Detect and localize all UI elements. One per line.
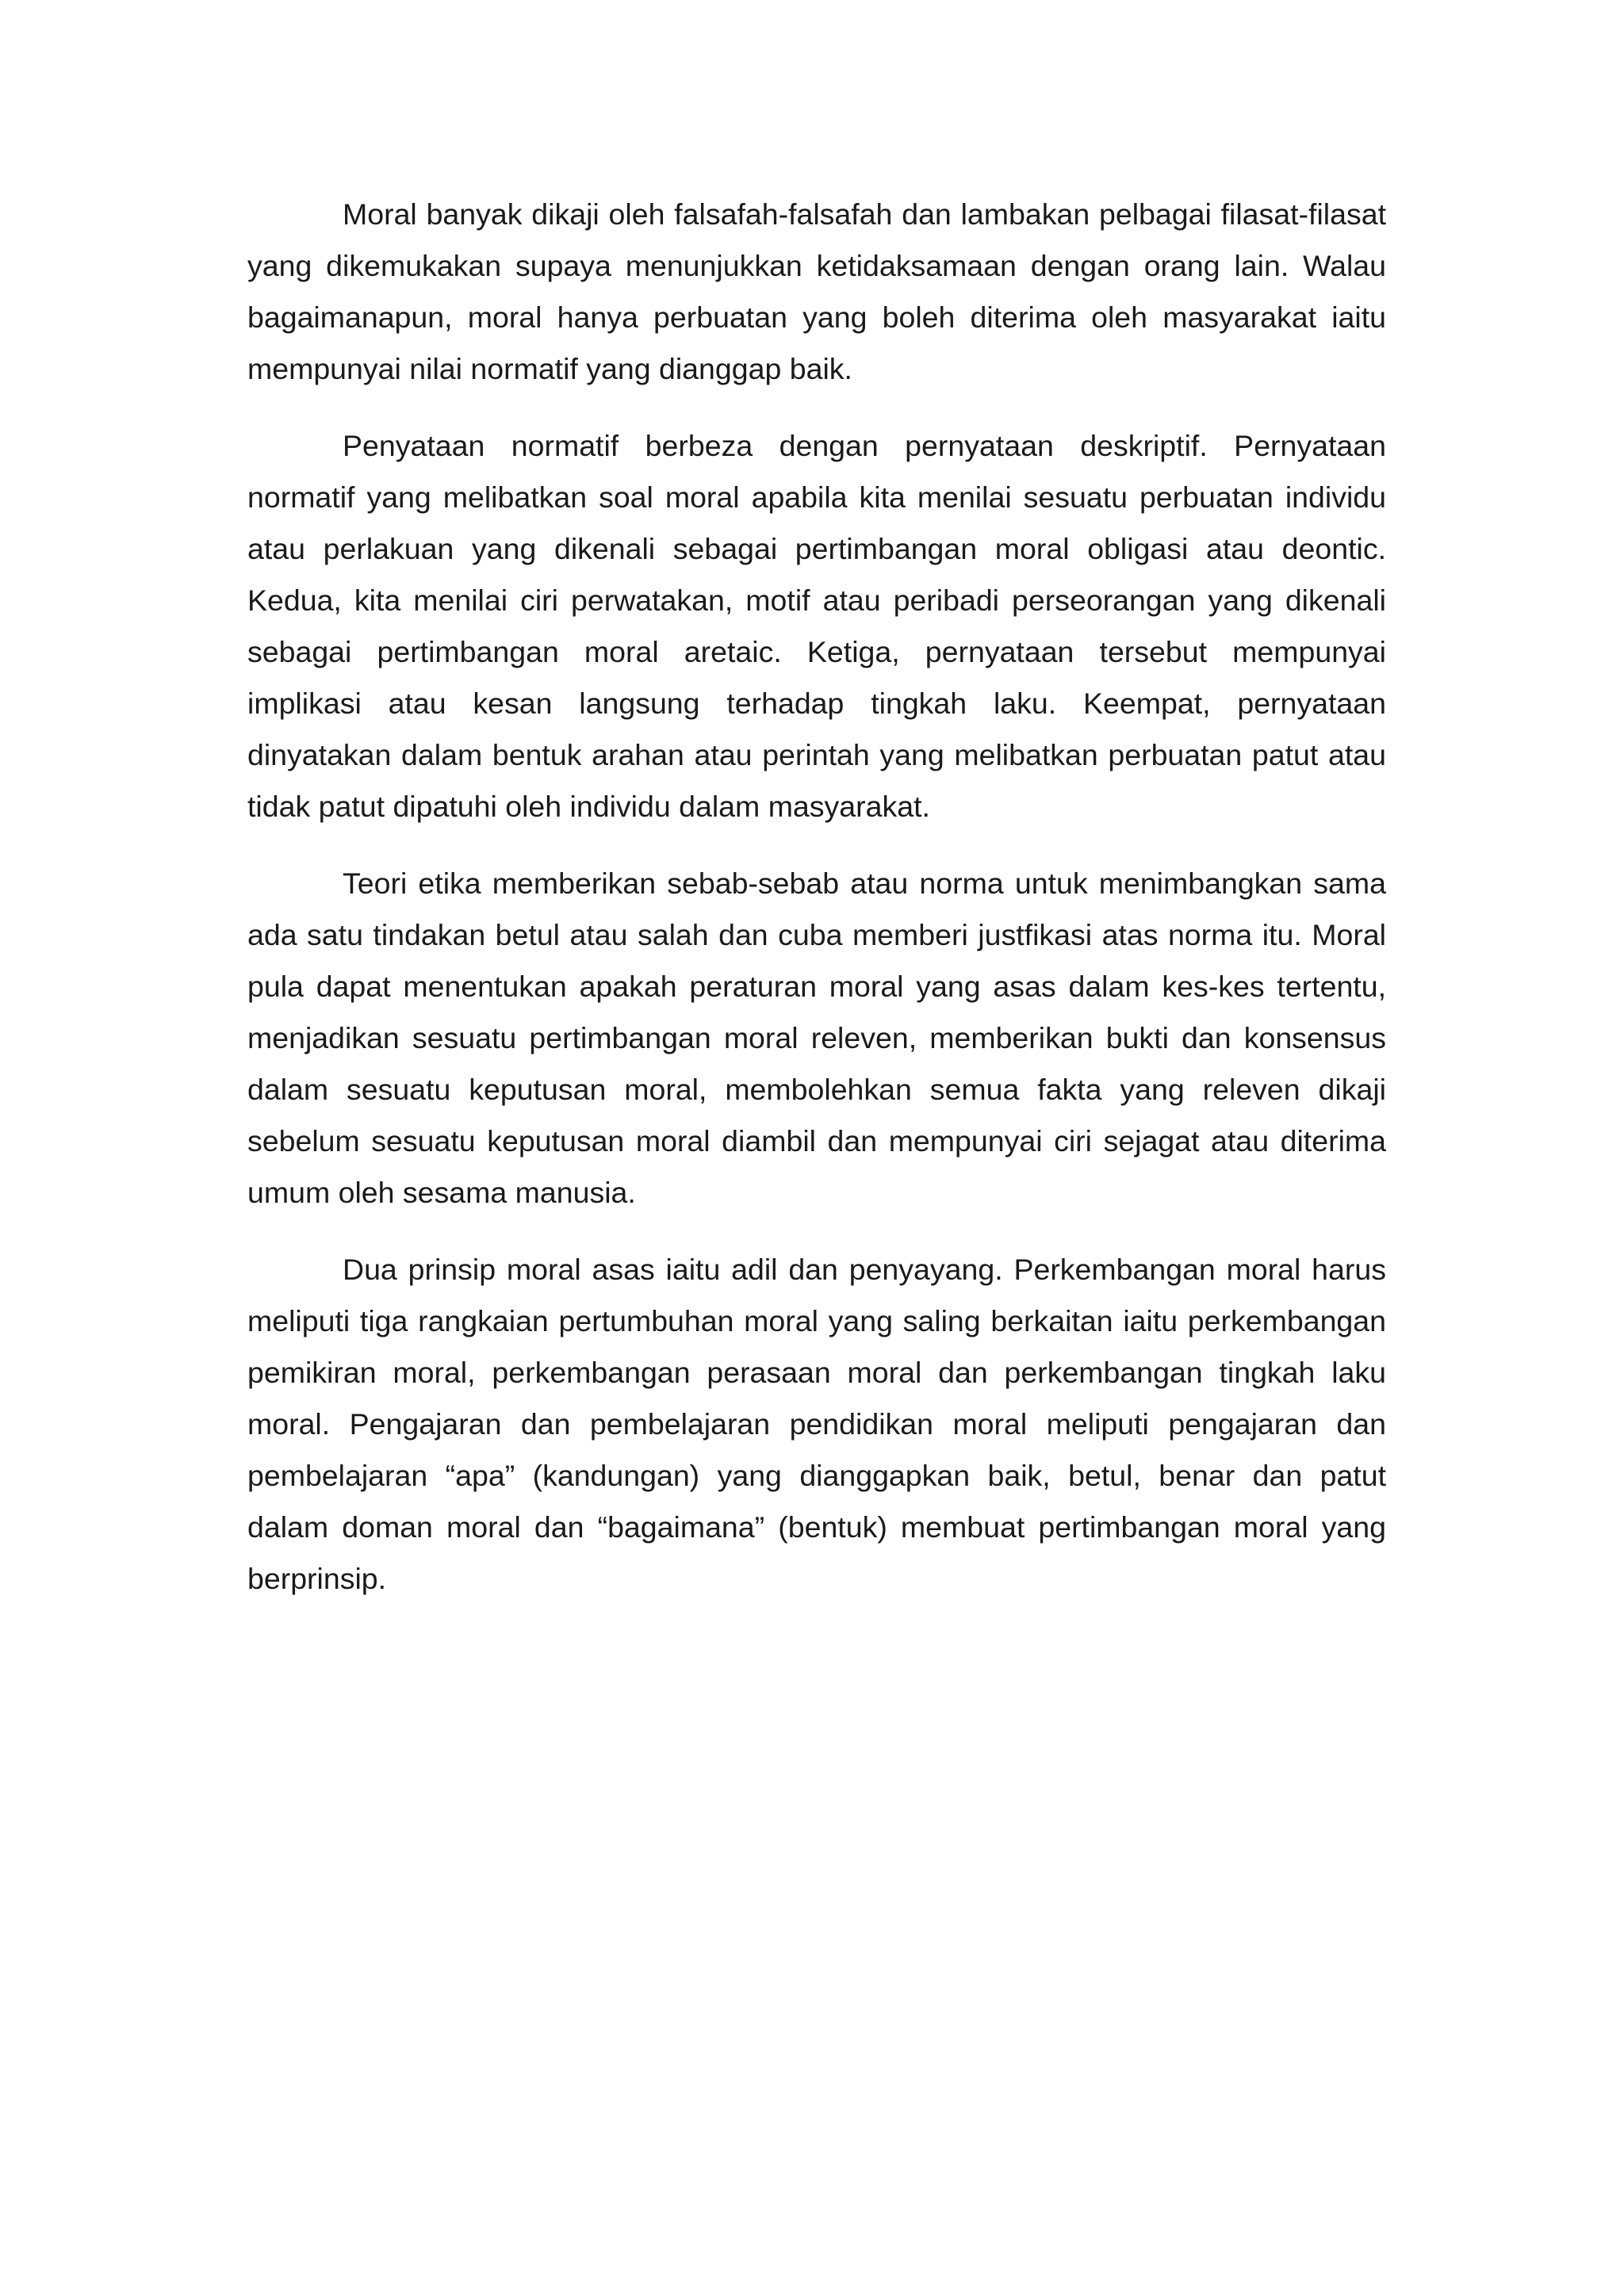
- paragraph-1: Moral banyak dikaji oleh falsafah-falsafah dan lambakan pelbagai filasat-filasat yang dikemukakan supaya menunjukkan ketidaksamaan dengan orang lain. Walau bagaimanapun, moral hanya perbuatan yang boleh diterima oleh masyarakat iaitu mempunyai nilai normatif yang dianggap baik.: [247, 197, 1386, 385]
- paragraph-2: Penyataan normatif berbeza dengan pernyataan deskriptif. Pernyataan normatif yang melibatkan soal moral apabila kita menilai sesuatu perbuatan individu atau perlakuan yang dikenali sebagai pertimbangan moral obligasi atau deontic. Kedua, kita menilai ciri perwatakan, motif atau peribadi perseorangan yang dikenali sebagai pertimbangan moral aretaic. Ketiga, pernyataan tersebut mempunyai implikasi atau kesan langsung terhadap tingkah laku. Keempat, pernyataan dinyatakan dalam bentuk arahan atau perintah yang melibatkan perbuatan patut atau tidak patut dipatuhi oleh individu dalam masyarakat.: [247, 429, 1386, 823]
- paragraph-3: Teori etika memberikan sebab-sebab atau norma untuk menimbangkan sama ada satu tindakan betul atau salah dan cuba memberi justfikasi atas norma itu. Moral pula dapat menentukan apakah peraturan moral yang asas dalam kes-kes tertentu, menjadikan sesuatu pertimbangan moral releven, memberikan bukti dan konsensus dalam sesuatu keputusan moral, membolehkan semua fakta yang releven dikaji sebelum sesuatu keputusan moral diambil dan mempunyai ciri sejagat atau diterima umum oleh sesama manusia.: [247, 867, 1386, 1209]
- body-text: [247, 189, 1386, 1605]
- paragraph-4: Dua prinsip moral asas iaitu adil dan penyayang. Perkembangan moral harus meliputi tiga rangkaian pertumbuhan moral yang saling berkaitan iaitu perkembangan pemikiran moral, perkembangan perasaan moral dan perkembangan tingkah laku moral. Pengajaran dan pembelajaran pendidikan moral meliputi pengajaran dan pembelajaran “apa” (kandungan) yang dianggapkan baik, betul, benar dan patut dalam doman moral dan “bagaimana” (bentuk) membuat pertimbangan moral yang berprinsip.: [247, 1253, 1386, 1595]
